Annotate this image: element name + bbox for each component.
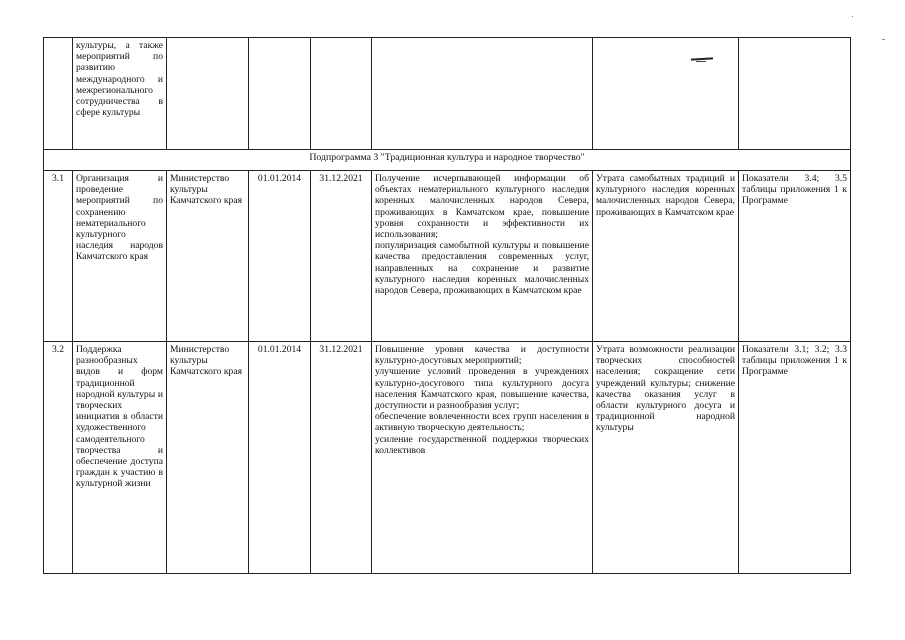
- cell-activity-name: культуры, а также мероприятий по развитию международного и межрегионального сотрудничества в сфере культуры: [73, 38, 167, 150]
- cell-end-date: 31.12.2021: [311, 342, 372, 574]
- cell-num: 3.2: [44, 342, 73, 574]
- cell-activity-name: Поддержка разнообразных видов и форм традиционной народной культуры и творческих инициатив в области художественного самодеятельного творчества и обеспечение доступа граждан к участию в культурной жизни: [73, 342, 167, 574]
- cell-indicators: Показатели 3.4; 3.5 таблицы приложения 1 к Программе: [739, 171, 851, 342]
- cell-executor: Министерство культуры Камчатского края: [167, 171, 249, 342]
- cell-consequences: Утрата возможности реализации творческих способностей населения; сокращение сети учреждений культуры; снижение качества оказания услуг в области культурного досуга и традиционной народной культуры: [593, 342, 739, 574]
- result-line: Получение исчерпывающей информации об объектах нематериального культурного наследия коренных малочисленных народов Севера, проживающих в Камчатском крае, повышение уровня сохранности и эффективности их использования;: [375, 173, 589, 241]
- cell-start-date: [249, 38, 311, 150]
- cell-consequences: Утрата самобытных традиций и культурного наследия коренных малочисленных народов Севера, проживающих в Камчатском крае: [593, 171, 739, 342]
- cell-executor: [167, 38, 249, 150]
- result-line: обеспечение вовлеченности всех групп населения в активную творческую деятельность;: [375, 411, 589, 434]
- cell-results: [372, 342, 593, 574]
- cell-executor: Министерство культуры Камчатского края: [167, 342, 249, 574]
- scan-speck: [882, 39, 885, 40]
- table-row: [44, 342, 851, 574]
- cell-indicators: [739, 38, 851, 150]
- result-line: популяризация самобытной культуры и повышение качества предоставления современных услуг, направленных на сохранение и развитие культурного наследия коренных малочисленных народов Севера, проживающих в Камчатском крае: [375, 240, 589, 297]
- cell-start-date: 01.01.2014: [249, 171, 311, 342]
- result-line: усиление государственной поддержки творческих коллективов: [375, 433, 589, 456]
- cell-end-date: [311, 38, 372, 150]
- subprogram-header-row: [44, 150, 851, 171]
- table-row: [44, 171, 851, 342]
- cell-consequences: [593, 38, 739, 150]
- result-line: Повышение уровня качества и доступности культурно-досуговых мероприятий;: [375, 344, 589, 367]
- subprogram-title: Подпрограмма 3 "Традиционная культура и народное творчество": [44, 150, 851, 171]
- cell-start-date: 01.01.2014: [249, 342, 311, 574]
- result-line: улучшение условий проведения в учреждениях культурно-досугового типа культурного досуга населения Камчатского края, повышение качества, доступности и разнообразия услуг;: [375, 366, 589, 412]
- cell-num: 3.1: [44, 171, 73, 342]
- cell-results: [372, 171, 593, 342]
- table-row-continuation: [44, 38, 851, 150]
- scan-speck: [852, 16, 853, 17]
- cell-num: [44, 38, 73, 150]
- cell-indicators: Показатели 3.1; 3.2; 3.3 таблицы приложения 1 к Программе: [739, 342, 851, 574]
- cell-results: [372, 38, 593, 150]
- program-activities-table: [43, 37, 851, 574]
- cell-activity-name: Организация и проведение мероприятий по сохранению нематериального культурного наследия народов Камчатского края: [73, 171, 167, 342]
- handwritten-dash-mark: [696, 61, 706, 62]
- cell-end-date: 31.12.2021: [311, 171, 372, 342]
